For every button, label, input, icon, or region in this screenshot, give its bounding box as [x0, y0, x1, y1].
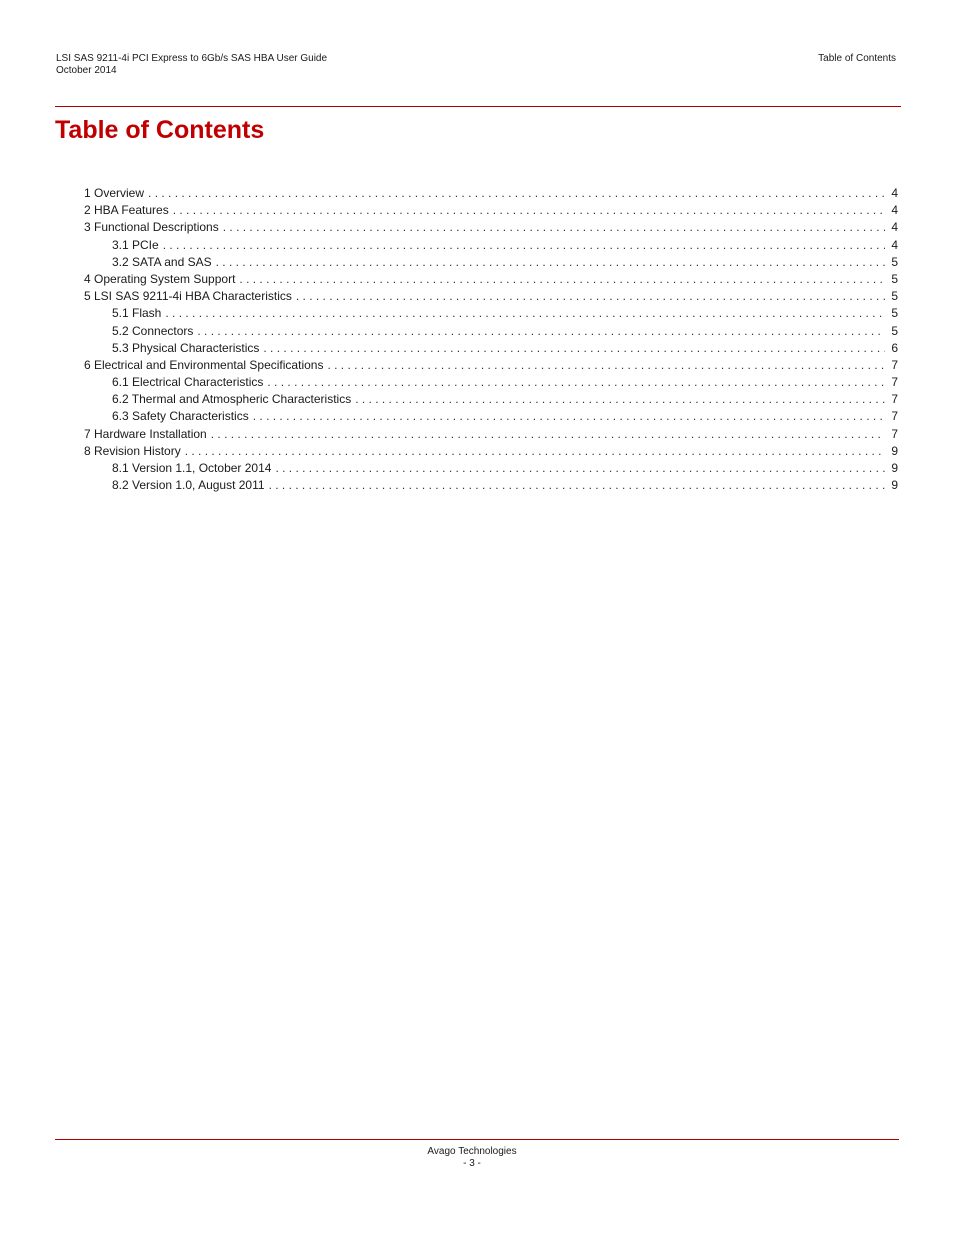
- toc-entry[interactable]: [84, 426, 898, 443]
- toc-entry[interactable]: [84, 460, 898, 477]
- page-title: Table of Contents: [55, 116, 265, 144]
- toc-entry-page[interactable]: 4: [891, 203, 898, 218]
- toc-entry-page[interactable]: 6: [891, 340, 898, 355]
- toc-entry[interactable]: [84, 391, 898, 408]
- toc-entry[interactable]: [84, 271, 898, 288]
- toc-entry-label[interactable]: 8 Revision History: [84, 443, 181, 458]
- toc-entry-page[interactable]: 9: [891, 461, 898, 475]
- toc-entry[interactable]: [84, 443, 898, 460]
- toc-entry-label[interactable]: 1 Overview: [84, 186, 145, 200]
- toc-entry[interactable]: [84, 185, 898, 202]
- toc-leader-dots: [355, 391, 885, 408]
- toc-entry-page[interactable]: 5: [891, 271, 898, 286]
- toc-leader-dots: [211, 426, 886, 443]
- toc-leader-dots: [163, 237, 886, 254]
- toc-entry-page[interactable]: 9: [891, 443, 898, 458]
- running-header-section: Table of Contents: [818, 53, 896, 64]
- toc-entry-page[interactable]: 7: [891, 426, 898, 441]
- toc-entry-label[interactable]: 6.2 Thermal and Atmospheric Characteristics: [112, 392, 352, 407]
- toc-entry-page[interactable]: 5: [891, 306, 898, 321]
- footer-page-number: - 3 -: [463, 1158, 481, 1169]
- toc-leader-dots: [296, 288, 885, 305]
- toc-entry[interactable]: [84, 254, 898, 271]
- toc-entry[interactable]: [84, 288, 898, 305]
- toc-entry-label[interactable]: 5 LSI SAS 9211-4i HBA Characteristics: [84, 289, 292, 304]
- toc-entry-label[interactable]: 3.2 SATA and SAS: [112, 254, 212, 269]
- toc-entry-page[interactable]: 5: [891, 323, 898, 338]
- toc-leader-dots: [239, 271, 885, 288]
- document-title: LSI SAS 9211-4i PCI Express to 6Gb/s SAS HBA User Guide: [56, 53, 328, 64]
- page-footer: [0, 1146, 944, 1170]
- toc-entry-page[interactable]: 9: [891, 478, 898, 493]
- toc-leader-dots: [148, 185, 885, 202]
- toc-entry-page[interactable]: 5: [891, 254, 898, 269]
- toc-entry-label[interactable]: 6.3 Safety Characteristics: [112, 409, 249, 424]
- toc-entry-page[interactable]: 7: [891, 375, 898, 390]
- toc-leader-dots: [165, 305, 885, 322]
- toc-leader-dots: [223, 219, 886, 236]
- toc-entry-page[interactable]: 4: [891, 186, 898, 200]
- toc-leader-dots: [185, 443, 886, 460]
- footer-rule: [55, 1139, 899, 1140]
- toc-entry[interactable]: [84, 323, 898, 340]
- toc-leader-dots: [253, 408, 886, 425]
- toc-leader-dots: [327, 357, 885, 374]
- toc-entry[interactable]: [84, 408, 898, 425]
- toc-entry-label[interactable]: 7 Hardware Installation: [84, 426, 207, 441]
- toc-entry-label[interactable]: 8.1 Version 1.1, October 2014: [112, 461, 272, 475]
- toc-leader-dots: [263, 340, 885, 357]
- toc-entry[interactable]: [84, 357, 898, 374]
- toc-entry-label[interactable]: 6 Electrical and Environmental Specifications: [84, 357, 324, 372]
- running-header-left: [56, 53, 327, 77]
- toc-leader-dots: [216, 254, 886, 271]
- toc-entry-page[interactable]: 4: [891, 237, 898, 252]
- footer-company: Avago Technologies: [427, 1146, 517, 1157]
- toc-leader-dots: [275, 460, 885, 477]
- toc-entry-label[interactable]: 4 Operating System Support: [84, 271, 236, 286]
- toc-leader-dots: [173, 202, 886, 219]
- toc-entry-label[interactable]: 6.1 Electrical Characteristics: [112, 375, 264, 390]
- toc-entry-page[interactable]: 7: [891, 357, 898, 372]
- toc-entry-page[interactable]: 7: [891, 409, 898, 424]
- header-rule: [55, 106, 901, 107]
- toc-entry-page[interactable]: 5: [891, 289, 898, 304]
- toc-entry[interactable]: [84, 237, 898, 254]
- toc-entry-label[interactable]: 5.3 Physical Characteristics: [112, 340, 260, 355]
- toc-entry-page[interactable]: 7: [891, 392, 898, 407]
- document-date: October 2014: [56, 65, 117, 76]
- toc-entry-label[interactable]: 5.1 Flash: [112, 306, 162, 321]
- toc-entry[interactable]: [84, 340, 898, 357]
- toc-entry-label[interactable]: 3 Functional Descriptions: [84, 220, 219, 235]
- table-of-contents: [84, 185, 898, 494]
- toc-entry-label[interactable]: 3.1 PCIe: [112, 237, 159, 252]
- toc-entry[interactable]: [84, 219, 898, 236]
- toc-entry[interactable]: [84, 202, 898, 219]
- toc-leader-dots: [267, 374, 885, 391]
- toc-entry[interactable]: [84, 374, 898, 391]
- toc-entry-label[interactable]: 5.2 Connectors: [112, 323, 194, 338]
- toc-entry-page[interactable]: 4: [891, 220, 898, 235]
- toc-leader-dots: [197, 323, 885, 340]
- toc-entry[interactable]: [84, 477, 898, 494]
- toc-entry-label[interactable]: 8.2 Version 1.0, August 2011: [112, 478, 265, 493]
- toc-entry[interactable]: [84, 305, 898, 322]
- toc-leader-dots: [269, 477, 886, 494]
- toc-entry-label[interactable]: 2 HBA Features: [84, 203, 169, 218]
